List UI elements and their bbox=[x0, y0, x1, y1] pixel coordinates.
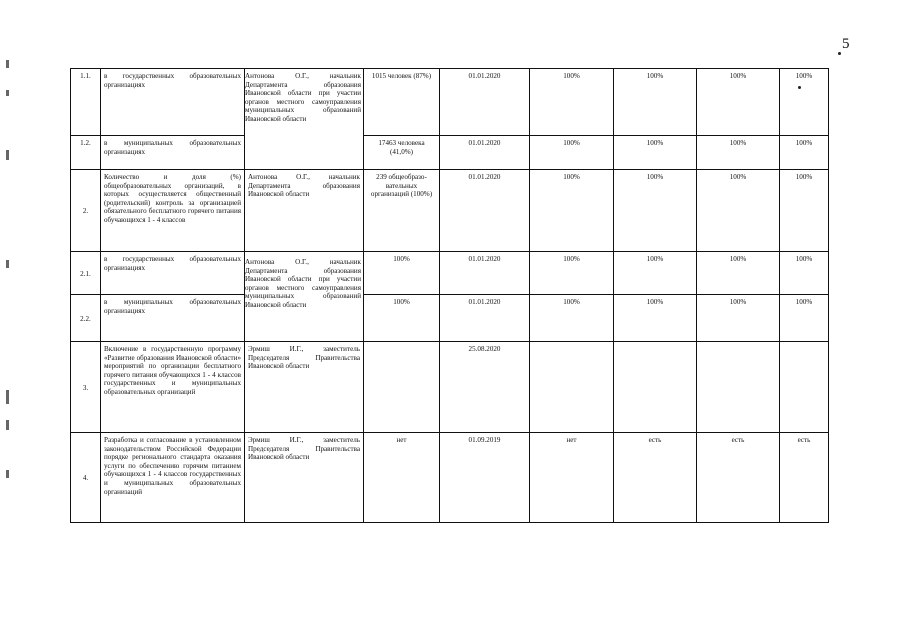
year-4-value: есть bbox=[780, 433, 829, 523]
year-3-value: 100% bbox=[697, 252, 780, 295]
row-number: 2.2. bbox=[71, 295, 101, 342]
responsible-person: Эрмиш И.Г., заместитель Председателя Правительства Ивановской области bbox=[245, 433, 364, 523]
year-1-value bbox=[530, 342, 614, 433]
row-number: 2.1. bbox=[71, 252, 101, 295]
row-description: Количество и доля (%) общеобразовательных организаций, в которых осуществляется общественный (родительский) контроль за организацией обязательного бесплатного горячего питания обучающихся 1 - 4 классов bbox=[101, 170, 245, 252]
year-2-value bbox=[614, 342, 697, 433]
year-4-value: 100% bbox=[780, 136, 829, 170]
table-row bbox=[71, 252, 829, 295]
baseline-value: 100% bbox=[364, 295, 440, 342]
row-description: в государственных образовательных организациях bbox=[101, 69, 245, 136]
year-1-value: 100% bbox=[530, 69, 614, 136]
year-1-value: 100% bbox=[530, 170, 614, 252]
baseline-value: нет bbox=[364, 433, 440, 523]
row-number: 2. bbox=[71, 170, 101, 252]
row-description: Разработка и согласование в установленном законодательством Российской Федерации порядке регионального стандарта оказания услуги по обеспечению горячим питанием обучающихся 1 - 4 классов государственных и муниципальных образовательных организаций bbox=[101, 433, 245, 523]
row-number: 1.2. bbox=[71, 136, 101, 170]
year-3-value: 100% bbox=[697, 170, 780, 252]
year-3-value: 100% bbox=[697, 136, 780, 170]
baseline-date: 25.08.2020 bbox=[440, 342, 530, 433]
row-number: 3. bbox=[71, 342, 101, 433]
year-2-value: есть bbox=[614, 433, 697, 523]
year-2-value: 100% bbox=[614, 69, 697, 136]
year-1-value: 100% bbox=[530, 295, 614, 342]
table-row bbox=[71, 136, 829, 170]
row-description: в государственных образовательных организациях bbox=[101, 252, 245, 295]
baseline-date: 01.01.2020 bbox=[440, 136, 530, 170]
year-3-value: есть bbox=[697, 433, 780, 523]
year-1-value: 100% bbox=[530, 136, 614, 170]
year-3-value: 100% bbox=[697, 295, 780, 342]
year-3-value: 100% bbox=[697, 69, 780, 136]
responsible-person: Антонова О.Г., начальник Департамента образования Ивановской области при участии органов местного самоуправления муниципальных образований Ивановской области bbox=[245, 72, 361, 123]
responsible-person: Эрмиш И.Г., заместитель Председателя Правительства Ивановской области bbox=[245, 342, 364, 433]
table-row bbox=[71, 295, 829, 342]
responsible-person: Антонова О.Г., начальник Департамента образования Ивановской области при участии органов местного самоуправления муниципальных образований Ивановской области bbox=[245, 258, 361, 309]
year-1-value: нет bbox=[530, 433, 614, 523]
scan-margin-marks bbox=[6, 60, 12, 500]
document-table bbox=[70, 68, 829, 523]
baseline-date: 01.01.2020 bbox=[440, 295, 530, 342]
baseline-date: 01.01.2020 bbox=[440, 252, 530, 295]
year-4-value: 100% bbox=[780, 295, 829, 342]
year-4-value: 100% bbox=[780, 69, 829, 136]
baseline-value bbox=[364, 342, 440, 433]
row-description: в муниципальных образовательных организациях bbox=[101, 295, 245, 342]
year-4-value bbox=[780, 342, 829, 433]
baseline-value: 100% bbox=[364, 252, 440, 295]
table-row bbox=[71, 170, 829, 252]
baseline-value: 239 общеобразо-вательных организаций (100%) bbox=[364, 170, 440, 252]
row-description: в муниципальных образовательных организациях bbox=[101, 136, 245, 170]
table-row bbox=[71, 342, 829, 433]
year-4-value: 100% bbox=[780, 170, 829, 252]
row-number: 4. bbox=[71, 433, 101, 523]
year-1-value: 100% bbox=[530, 252, 614, 295]
responsible-person: Антонова О.Г., начальник Департамента образования Ивановской области bbox=[245, 170, 364, 252]
row-description: Включение в государственную программу «Развитие образования Ивановской области» мероприятий по организации бесплатного горячего питания обучающихся 1 - 4 классов государственных и муниципальных образовательных организаций bbox=[101, 342, 245, 433]
baseline-value: 1015 человек (87%) bbox=[364, 69, 440, 136]
page-number: 5 bbox=[842, 36, 850, 52]
year-2-value: 100% bbox=[614, 252, 697, 295]
year-2-value: 100% bbox=[614, 295, 697, 342]
table-row bbox=[71, 433, 829, 523]
baseline-date: 01.01.2020 bbox=[440, 69, 530, 136]
baseline-date: 01.09.2019 bbox=[440, 433, 530, 523]
year-2-value: 100% bbox=[614, 170, 697, 252]
row-number: 1.1. bbox=[71, 69, 101, 136]
baseline-value: 17463 человека (41,0%) bbox=[364, 136, 440, 170]
baseline-date: 01.01.2020 bbox=[440, 170, 530, 252]
table-row bbox=[71, 69, 829, 136]
year-3-value bbox=[697, 342, 780, 433]
year-2-value: 100% bbox=[614, 136, 697, 170]
year-4-value: 100% bbox=[780, 252, 829, 295]
scan-speck bbox=[838, 52, 841, 55]
